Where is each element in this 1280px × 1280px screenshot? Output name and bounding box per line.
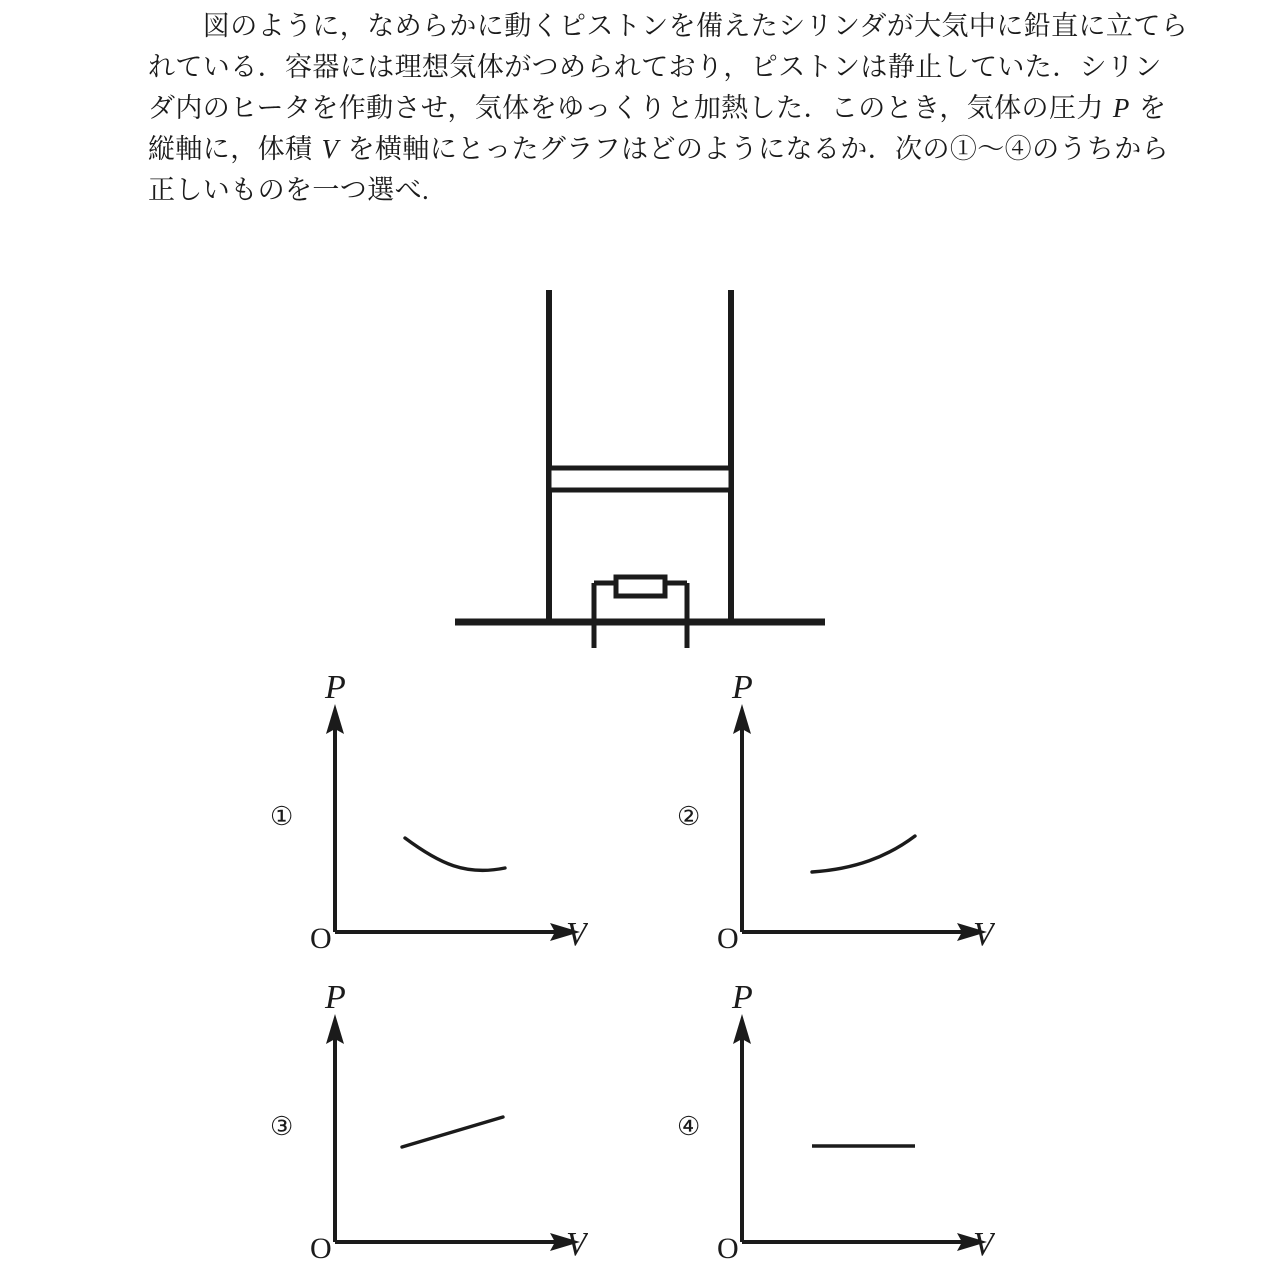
- problem-line-3: ダ内のヒータを作動させ，気体をゆっくりと加熱した．このとき，気体の圧力 P を: [148, 93, 1167, 123]
- option-marker-3: ③: [270, 1112, 294, 1141]
- y-axis-label: P: [325, 979, 346, 1016]
- heater-element: [616, 577, 665, 596]
- y-axis-label: P: [732, 669, 753, 706]
- origin-label: O: [717, 922, 739, 955]
- piston: [549, 468, 731, 490]
- origin-label: O: [310, 922, 332, 955]
- x-axis-label: V: [973, 1226, 994, 1263]
- option-graph-2: [655, 668, 995, 968]
- problem-line-1: 図のように，なめらかに動くピストンを備えたシリンダが大気中に鉛直に立てら: [148, 11, 1189, 41]
- cylinder-piston-heater-diagram: [420, 265, 860, 665]
- x-axis-label: V: [566, 1226, 587, 1263]
- problem-statement: [148, 6, 1189, 211]
- curve-increasing-convex: [812, 836, 915, 872]
- origin-label: O: [310, 1232, 332, 1265]
- option-marker-4: ④: [677, 1112, 701, 1141]
- curve-decreasing-convex: [405, 838, 505, 870]
- origin-label: O: [717, 1232, 739, 1265]
- x-axis-label: V: [973, 916, 994, 953]
- problem-line-5: 正しいものを一つ選べ.: [148, 175, 430, 205]
- y-axis-label: P: [732, 979, 753, 1016]
- option-graph-4: [655, 978, 995, 1278]
- y-axis-label: P: [325, 669, 346, 706]
- problem-line-4: 縦軸に，体積 V を横軸にとったグラフはどのようになるか．次の①～④のうちから: [148, 134, 1170, 164]
- problem-line-2: れている．容器には理想気体がつめられており，ピストンは静止していた．シリン: [148, 52, 1162, 82]
- option-marker-1: ①: [270, 802, 294, 831]
- option-graph-1: [248, 668, 588, 968]
- option-graph-3: [248, 978, 588, 1278]
- x-axis-label: V: [566, 916, 587, 953]
- option-marker-2: ②: [677, 802, 701, 831]
- line-increasing-straight: [402, 1117, 503, 1147]
